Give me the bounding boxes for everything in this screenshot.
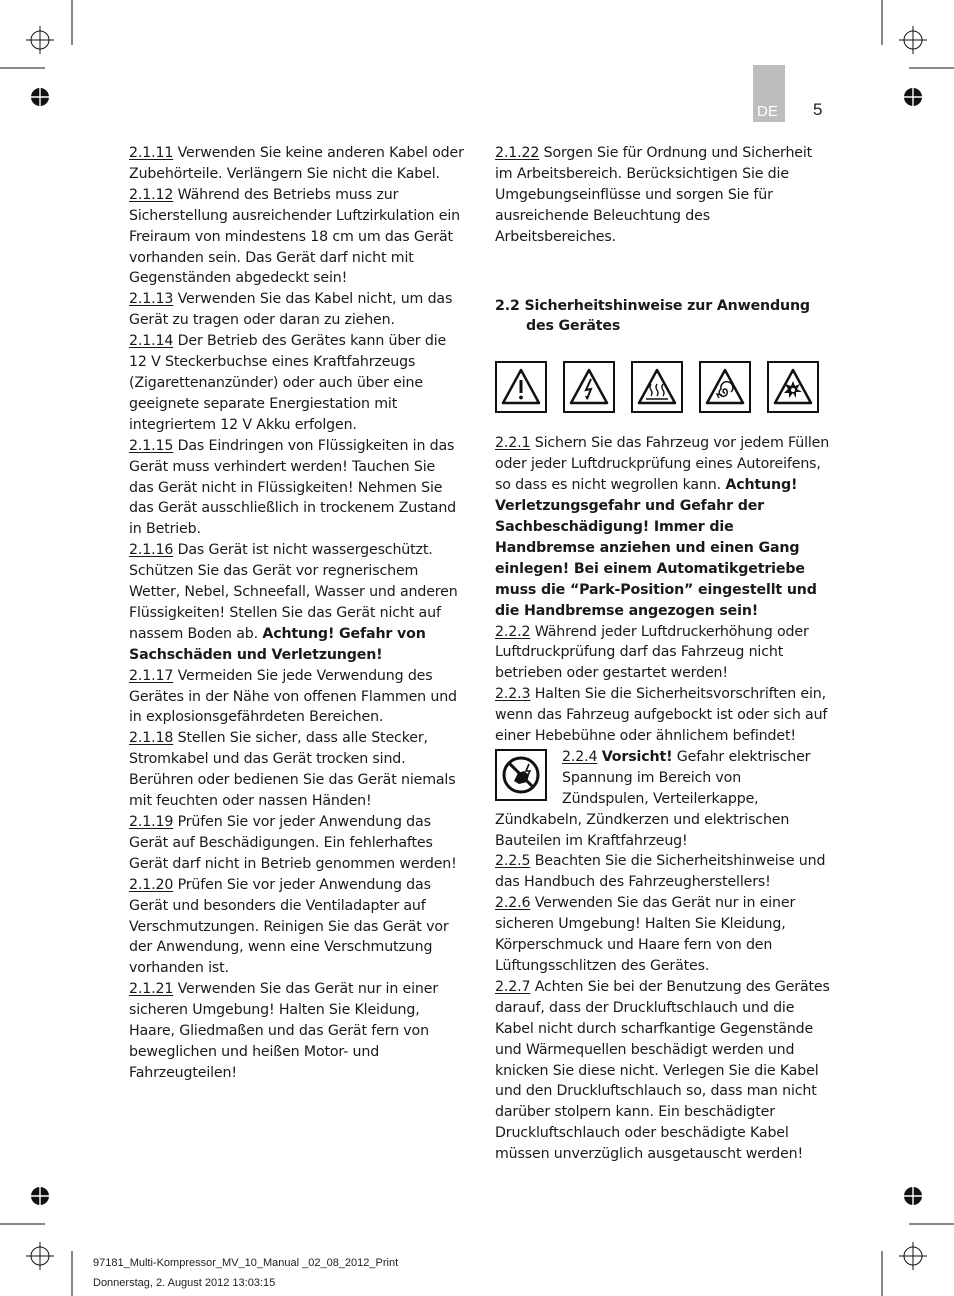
item-text: Gefahr elektrischer Spannung im Bereich von Zündspulen, Verteilerkappe, Zündkabeln, Zündkerzen und elektrischen Bauteilen im Kraftfahrzeug! <box>495 748 811 849</box>
item-text: Das Eindringen von Flüssigkeiten in das Gerät muss verhindert werden! Tauchen Sie das Gerät nicht in Flüssigkeiten! Nehmen Sie das Gerät ausschließlich in trockenem Zustand in Betrieb. <box>129 437 457 538</box>
item-number: 2.1.19 <box>129 814 174 830</box>
explosion-hazard-icon <box>767 361 819 413</box>
item-number: 2.1.12 <box>129 186 174 203</box>
item-number: 2.1.21 <box>129 981 174 998</box>
item-text: Stellen Sie sicher, dass alle Stecker, Stromkabel und das Gerät trocken sind. Berühren oder bedienen Sie das Gerät niemals mit feuchten oder nassen Händen! <box>129 730 456 810</box>
electric-hazard-icon <box>563 361 615 413</box>
paragraph-2-2-4 <box>495 747 830 852</box>
item-text: Beachten Sie die Sicherheitshinweise und das Handbuch des Fahrzeugherstellers! <box>495 853 826 891</box>
warning-text: Achtung! Verletzungsgefahr und Gefahr der Sachbeschädigung! Immer die Handbremse anziehen und einen Gang einlegen! Bei einem Automatikgetriebe muss die “Park-Position” eingestellt und die Handbremse angezogen sein! <box>495 477 817 619</box>
item-number: 2.1.17 <box>129 667 174 684</box>
item-text: Sichern Sie das Fahrzeug vor jedem Füllen oder jeder Luftdruckprüfung eines Autoreifens, so dass es nicht wegrollen kann. <box>495 435 830 494</box>
item-number: 2.2.5 <box>495 853 531 870</box>
paragraph-2-2-3 <box>495 684 830 747</box>
item-text: Während jeder Luftdruckerhöhung oder Luftdruckprüfung darf das Fahrzeug nicht betrieben oder gestartet werden! <box>495 623 809 682</box>
language-label: DE <box>757 103 778 120</box>
paragraph-2-1-21 <box>129 979 464 1084</box>
item-number: 2.1.22 <box>495 145 540 161</box>
paragraph-2-2-6 <box>495 893 830 977</box>
general-warning-icon <box>495 361 547 413</box>
item-number: 2.1.16 <box>129 542 174 559</box>
paragraph-2-1-18 <box>129 728 464 812</box>
paragraph-2-2-1 <box>495 433 830 621</box>
footer-timestamp: Donnerstag, 2. August 2012 13:03:15 <box>93 1277 276 1289</box>
item-number: 2.2.6 <box>495 895 531 912</box>
item-text: Verwenden Sie das Kabel nicht, um das Gerät zu tragen oder daran zu ziehen. <box>129 291 453 329</box>
paragraph-2-1-17 <box>129 666 464 729</box>
item-number: 2.2.7 <box>495 978 531 995</box>
language-tab <box>753 65 785 122</box>
item-text: Verwenden Sie das Gerät nur in einer sicheren Umgebung! Halten Sie Kleidung, Haare, Gliedmaßen und das Gerät fern von beweglichen und heißen Motor- und Fahrzeugteilen! <box>129 981 439 1081</box>
warning-icons-row <box>495 361 830 413</box>
page-number: 5 <box>813 100 823 119</box>
item-number: 2.1.13 <box>129 291 174 308</box>
item-number: 2.1.14 <box>129 333 174 350</box>
paragraph-2-2-5 <box>495 851 830 893</box>
section-heading <box>495 296 830 338</box>
item-text: Verwenden Sie keine anderen Kabel oder Zubehörteile. Verlängern Sie nicht die Kabel. <box>129 145 464 182</box>
item-text: Halten Sie die Sicherheitsvorschriften ein, wenn das Fahrzeug aufgebockt ist oder sich auf einer Hebebühne oder ähnlichem befindet! <box>495 686 828 745</box>
item-text: Vermeiden Sie jede Verwendung des Gerätes in der Nähe von offenen Flammen und in explosionsgefährdeten Bereichen. <box>129 667 457 726</box>
paragraph-2-1-16 <box>129 540 464 665</box>
paragraph-2-1-15 <box>129 436 464 541</box>
item-number: 2.1.11 <box>129 145 174 161</box>
paragraph-2-2-2 <box>495 622 830 685</box>
rotating-parts-icon <box>699 361 751 413</box>
paragraph-2-1-20 <box>129 875 464 980</box>
paragraph-2-1-13 <box>129 289 464 331</box>
no-touch-electric-icon <box>495 749 547 801</box>
section-heading-line2: des Gerätes <box>526 318 621 335</box>
paragraph-2-1-12 <box>129 185 464 290</box>
item-text: Der Betrieb des Gerätes kann über die 12 V Steckerbuchse eines Kraftfahrzeugs (Zigarettenanzünder) oder auch über eine geeignete separate Energiestation mit integriertem 12 V Akku erfolgen. <box>129 333 447 433</box>
paragraph-2-1-14 <box>129 331 464 436</box>
item-text: Das Gerät ist nicht wassergeschützt. Schützen Sie das Gerät vor regnerischem Wetter, Nebel, Schneefall, Wasser und anderen Flüssigkeiten! Stellen Sie das Gerät nicht auf nassem Boden ab. <box>129 542 458 642</box>
item-number: 2.2.4 <box>562 748 598 765</box>
item-number: 2.2.1 <box>495 435 531 452</box>
item-text: Sorgen Sie für Ordnung und Sicherheit im Arbeitsbereich. Berücksichtigen Sie die Umgebungseinflüsse und sorgen Sie für ausreichende Beleuchtung des Arbeitsbereiches. <box>495 145 813 245</box>
paragraph-2-2-7 <box>495 977 830 1165</box>
item-number: 2.1.15 <box>129 437 174 454</box>
item-number: 2.2.2 <box>495 623 531 640</box>
item-text: Verwenden Sie das Gerät nur in einer sicheren Umgebung! Halten Sie Kleidung, Körperschmuck und Haare fern von den Lüftungsschlitzen des Gerätes. <box>495 895 796 974</box>
warning-text: Achtung! Gefahr von Sachschäden und Verletzungen! <box>129 625 426 663</box>
warning-text: Vorsicht! <box>601 748 673 765</box>
paragraph-2-1-19 <box>129 812 464 875</box>
right-column <box>495 143 830 1165</box>
section-heading-line1: 2.2 Sicherheitshinweise zur Anwendung <box>495 297 810 314</box>
paragraph-2-1-22 <box>495 143 830 248</box>
item-number: 2.2.3 <box>495 686 531 703</box>
footer-filename: 97181_Multi-Kompressor_MV_10_Manual _02_08_2012_Print <box>93 1257 399 1269</box>
left-column <box>129 143 464 1084</box>
item-number: 2.1.20 <box>129 876 174 893</box>
item-text: Prüfen Sie vor jeder Anwendung das Gerät auf Beschädigungen. Ein fehlerhaftes Gerät darf nicht in Betrieb genommen werden! <box>129 814 457 872</box>
hot-surface-icon <box>631 361 683 413</box>
paragraph-2-1-11 <box>129 143 464 185</box>
item-text: Prüfen Sie vor jeder Anwendung das Gerät und besonders die Ventiladapter auf Verschmutzungen. Reinigen Sie das Gerät vor der Anwendung, wenn eine Verschmutzung vorhanden ist. <box>129 876 449 977</box>
item-number: 2.1.18 <box>129 730 174 747</box>
item-text: Während des Betriebs muss zur Sicherstellung ausreichender Luftzirkulation ein Freiraum von mindestens 18 cm um das Gerät vorhanden sein. Das Gerät darf nicht mit Gegenständen abgedeckt sein! <box>129 186 460 287</box>
item-text: Achten Sie bei der Benutzung des Gerätes darauf, dass der Druckluftschlauch und die Kabel nicht durch scharfkantige Gegenstände und Wärmequellen beschädigt werden und knicken Sie diese nicht. Verlegen Sie die Kabel und den Druckluftschlauch so, dass man nicht darüber stolpern kann. Ein beschädigter Druckluftschlauch oder beschädigte Kabel müssen unverzüglich ausgetauscht werden! <box>495 978 830 1163</box>
